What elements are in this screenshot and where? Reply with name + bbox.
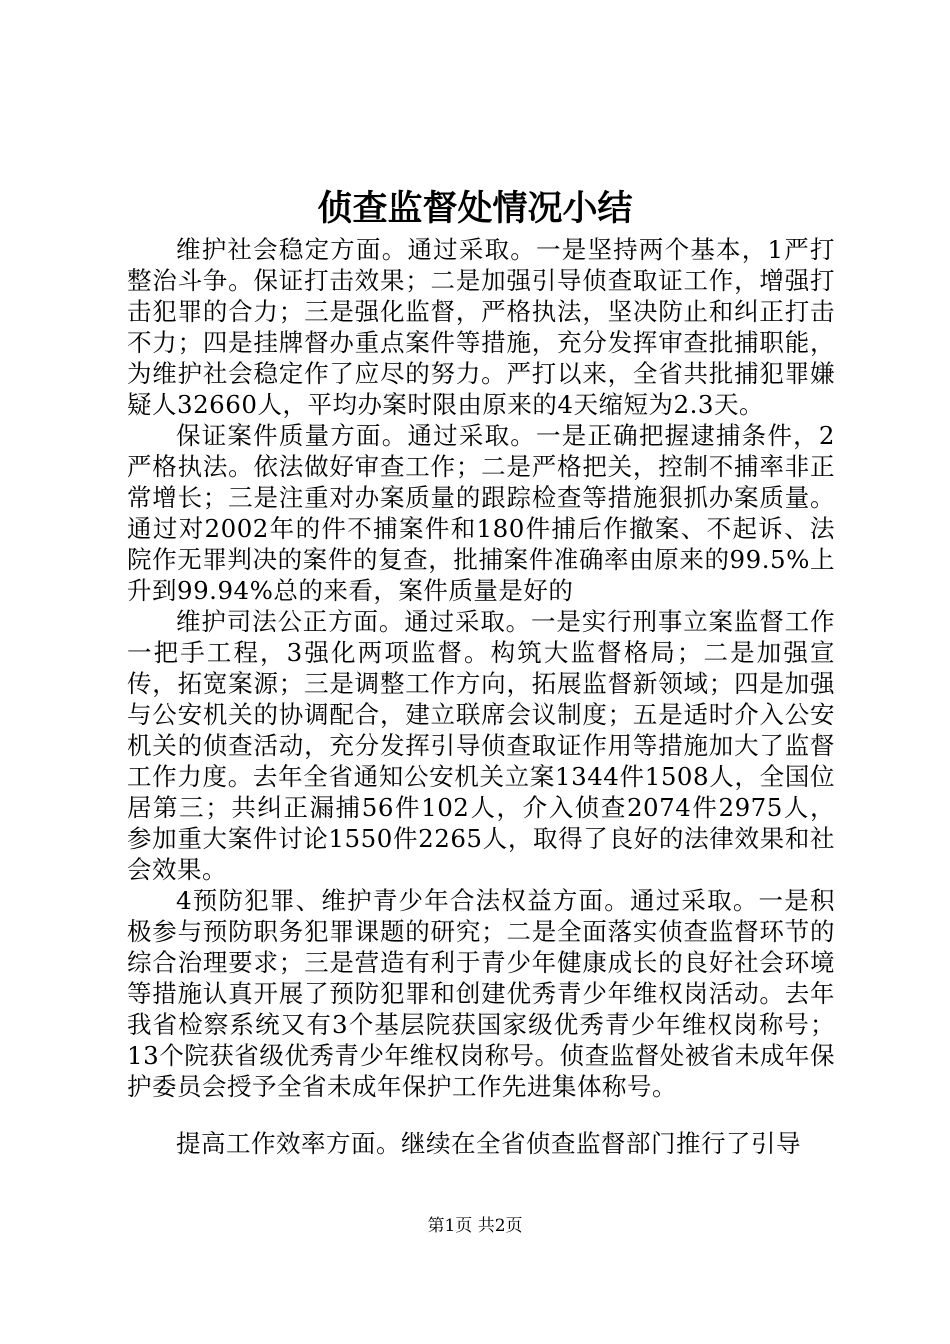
document-body (127, 234, 835, 1159)
paragraph-spacer (127, 1102, 835, 1128)
paragraph-judicial-fairness: 维护司法公正方面。通过采取。一是实行刑事立案监督工作一把手工程，3强化两项监督。构筑大监督格局；二是加强宣传，拓宽案源；三是调整工作方向，拓展监督新领域；四是加强与公安机关的协调配合，建立联席会议制度；五是适时介入公安机关的侦查活动，充分发挥引导侦查取证作用等措施加大了监督工作力度。去年全省通知公安机关立案1344件1508人，全国位居第三；共纠正漏捕56件102人，介入侦查2074件2975人，参加重大案件讨论1550件2265人，取得了良好的法律效果和社会效果。 (127, 607, 835, 884)
paragraph-work-efficiency: 提高工作效率方面。继续在全省侦查监督部门推行了引导 (176, 1129, 801, 1158)
page-footer: 第1页 共2页 (427, 1216, 523, 1236)
paragraph-crime-prevention: 4预防犯罪、维护青少年合法权益方面。通过采取。一是积极参与预防职务犯罪课题的研究；二是全面落实侦查监督环节的综合治理要求；三是营造有利于青少年健康成长的良好社会环境等措施认真开展了预防犯罪和创建优秀青少年维权岗活动。去年我省检察系统又有3个基层院获国家级优秀青少年维权岗称号；13个院获省级优秀青少年维权岗称号。侦查监督处被省未成年保护委员会授予全省未成年保护工作先进集体称号。 (127, 886, 835, 1101)
document-title: 侦查监督处情况小结 (317, 188, 633, 229)
paragraph-social-stability: 维护社会稳定方面。通过采取。一是坚持两个基本，1严打整治斗争。保证打击效果；二是加强引导侦查取证工作，增强打击犯罪的合力；三是强化监督，严格执法，坚决防止和纠正打击不力；四是挂牌督办重点案件等措施，充分发挥审查批捕职能，为维护社会稳定作了应尽的努力。严打以来，全省共批捕犯罪嫌疑人32660人，平均办案时限由原来的4天缩短为2.3天。 (127, 235, 835, 419)
paragraph-case-quality: 保证案件质量方面。通过采取。一是正确把握逮捕条件，2严格执法。依法做好审查工作；二是严格把关，控制不捕率非正常增长；三是注重对办案质量的跟踪检查等措施狠抓办案质量。通过对2002年的件不捕案件和180件捕后作撤案、不起诉、法院作无罪判决的案件的复查，批捕案件准确率由原来的99.5%上升到99.94%总的来看，案件质量是好的 (127, 421, 835, 605)
